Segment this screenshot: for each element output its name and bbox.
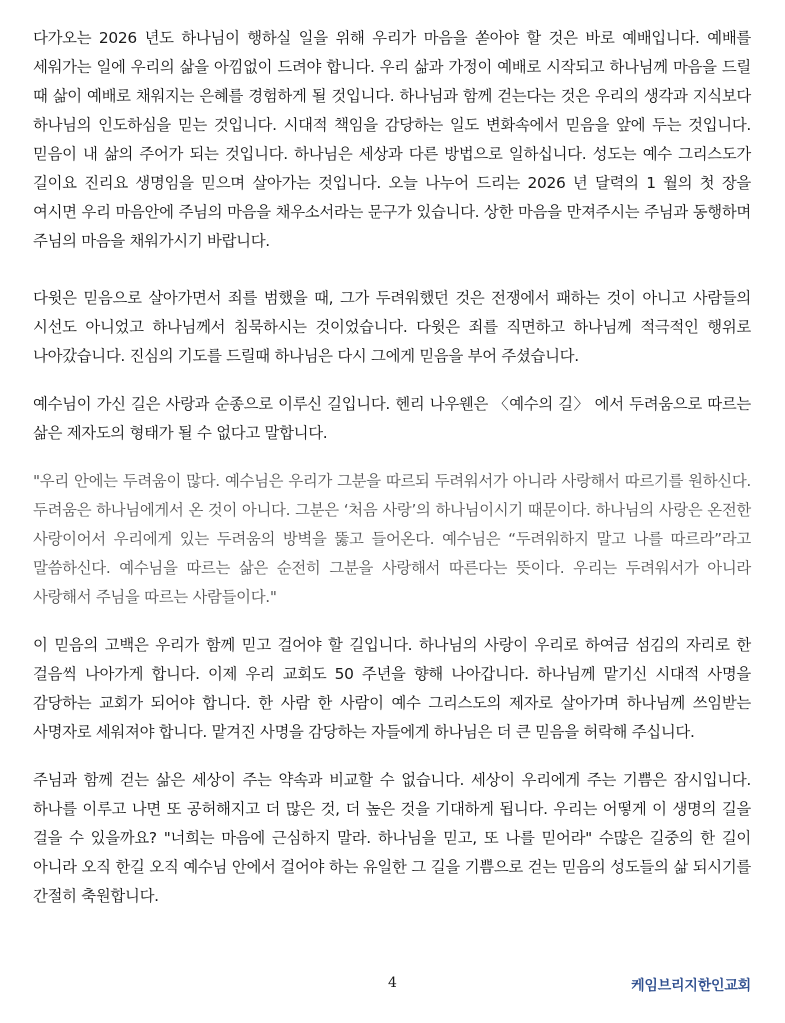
page-number: 4: [388, 975, 397, 991]
paragraph-way-of-jesus: 예수님이 가신 길은 사랑과 순종으로 이루신 길입니다. 헨리 나우웬은 〈예수의 길〉 에서 두려움으로 따르는 삶은 제자도의 형태가 될 수 없다고 말합니다.: [33, 395, 751, 442]
paragraph-confession: 이 믿음의 고백은 우리가 함께 믿고 걸어야 할 길입니다. 하나님의 사랑이 우리로 하여금 섬김의 자리로 한 걸음씩 나아가게 합니다. 이제 우리 교회도 50 주년을 향해 나아갑니다. 하나님께 맡기신 시대적 사명을 감당하는 교회가 되어야 합니다. 한 사람 한 사람이 예수 그리스도의 제자로 살아가며 하나님께 쓰임받는 사명자로 세워져야 합니다. 맡겨진 사명을 감당하는 자들에게 하나님은 더 큰 믿음을 허락해 주십니다.: [33, 636, 751, 741]
church-name: 케임브리지한인교회: [631, 978, 751, 994]
document-body: [33, 24, 751, 911]
paragraph-blessing: 주님과 함께 걷는 삶은 세상이 주는 약속과 비교할 수 없습니다. 세상이 우리에게 주는 기쁨은 잠시입니다. 하나를 이루고 나면 또 공허해지고 더 많은 것, 더 높은 것을 기대하게 됩니다. 우리는 어떻게 이 생명의 길을 걸을 수 있을까요? "너희는 마음에 근심하지 말라. 하나님을 믿고, 또 나를 믿어라" 수많은 길중의 한 길이 아니라 오직 한길 오직 예수님 안에서 걸어야 하는 유일한 그 길을 기쁨으로 걷는 믿음의 성도들의 삶 되시기를 간절히 축원합니다.: [33, 771, 751, 905]
quote-henri-nouwen: "우리 안에는 두려움이 많다. 예수님은 우리가 그분을 따르되 두려워서가 아니라 사랑해서 따르기를 원하신다. 두려움은 하나님에게서 온 것이 아니다. 그분은 ‘처음 사랑’의 하나님이시기 때문이다. 하나님의 사랑은 온전한 사랑이어서 우리에게 있는 두려움의 방벽을 뚫고 들어온다. 예수님은 “두려워하지 말고 나를 따르라”라고 말씀하신다. 예수님을 따르는 삶은 순전히 그분을 사랑해서 따른다는 뜻이다. 우리는 두려워서가 아니라 사랑해서 주님을 따르는 사람들이다.": [33, 472, 751, 606]
paragraph-david: 다윗은 믿음으로 살아가면서 죄를 범했을 때, 그가 두려워했던 것은 전쟁에서 패하는 것이 아니고 사람들의 시선도 아니었고 하나님께서 침묵하시는 것이었습니다. 다윗은 죄를 직면하고 하나님께 적극적인 행위로 나아갔습니다. 진심의 기도를 드릴때 하나님은 다시 그에게 믿음을 부어 주셨습니다.: [33, 289, 751, 365]
paragraph-worship: 다가오는 2026 년도 하나님이 행하실 일을 위해 우리가 마음을 쏟아야 할 것은 바로 예배입니다. 예배를 세워가는 일에 우리의 삶을 아낌없이 드려야 합니다. 우리 삶과 가정이 예배로 시작되고 하나님께 마음을 드릴 때 삶이 예배로 채워지는 은혜를 경험하게 될 것입니다. 하나님과 함께 걷는다는 것은 우리의 생각과 지식보다 하나님의 인도하심을 믿는 것입니다. 시대적 책임을 감당하는 일도 변화속에서 믿음을 앞에 두는 것입니다. 믿음이 내 삶의 주어가 되는 것입니다. 하나님은 세상과 다른 방법으로 일하십니다. 성도는 예수 그리스도가 길이요 진리요 생명임을 믿으며 살아가는 것입니다. 오늘 나누어 드리는 2026 년 달력의 1 월의 첫 장을 여시면 우리 마음안에 주님의 마음을 채우소서라는 문구가 있습니다. 상한 마음을 만져주시는 주님과 동행하며 주님의 마음을 채워가시기 바랍니다.: [33, 29, 751, 250]
